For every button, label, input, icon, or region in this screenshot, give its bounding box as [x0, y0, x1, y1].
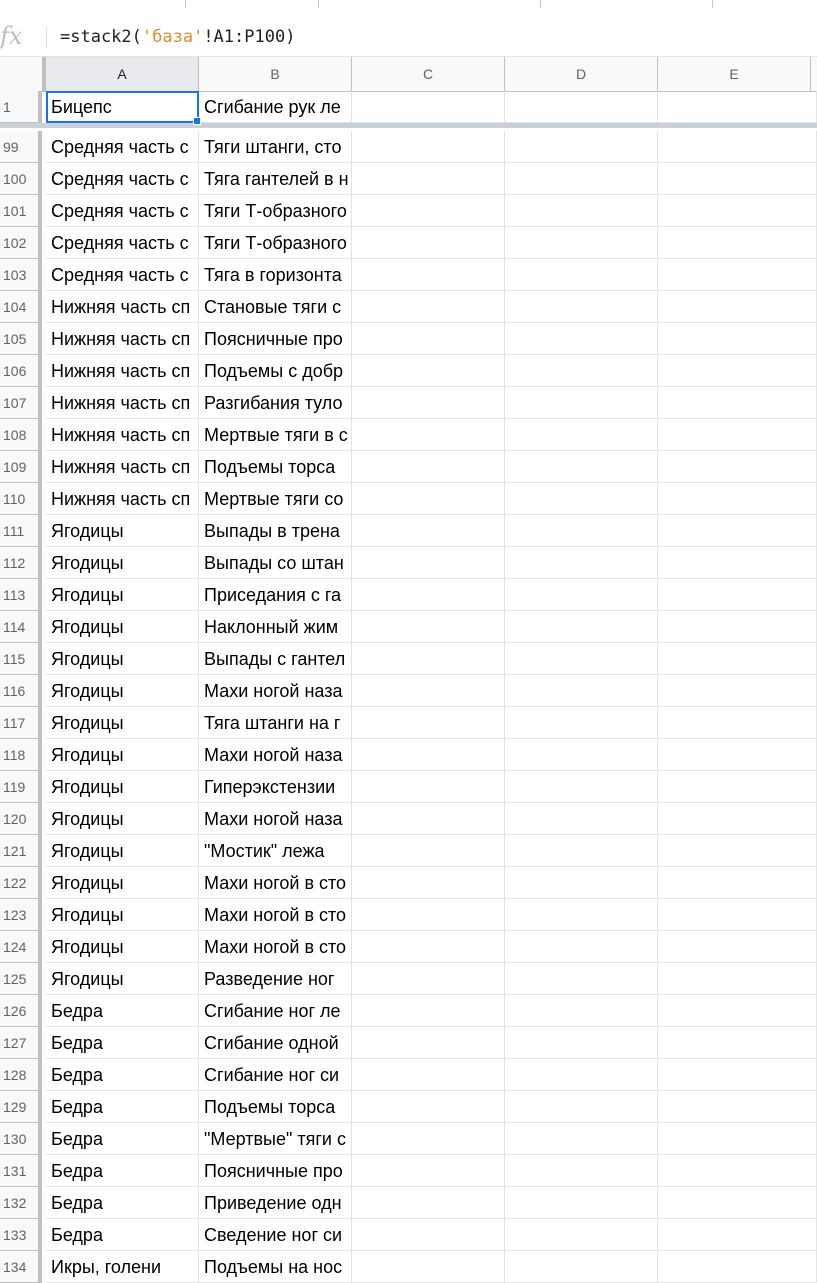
cell-c[interactable] [352, 1155, 505, 1187]
cell-d[interactable] [505, 579, 658, 611]
cell-d[interactable] [505, 291, 658, 323]
row-number[interactable]: 117 [0, 707, 42, 739]
cell-b[interactable]: Мертвые тяги в с [199, 419, 352, 451]
cell-a[interactable]: Ягодицы [46, 515, 199, 547]
cell-c[interactable] [352, 1091, 505, 1123]
formula-string-arg: 'база' [141, 27, 204, 47]
table-row [0, 547, 817, 579]
cell-d[interactable] [505, 675, 658, 707]
table-row [0, 387, 817, 419]
cell-e[interactable] [658, 515, 817, 547]
row-number[interactable]: 128 [0, 1059, 42, 1091]
cell-a[interactable]: Бедра [46, 1091, 199, 1123]
cell-c[interactable] [352, 515, 505, 547]
cell-b[interactable]: Махи ногой в сто [199, 867, 352, 899]
cell-a[interactable]: Нижняя часть сп [46, 355, 199, 387]
column-header-a[interactable]: A [46, 57, 199, 91]
cell-d[interactable] [505, 1155, 658, 1187]
cell-d[interactable] [505, 643, 658, 675]
cell-a[interactable]: Средняя часть с [46, 227, 199, 259]
table-row [0, 131, 817, 163]
cell-d[interactable] [505, 995, 658, 1027]
cell-e[interactable] [658, 355, 817, 387]
cell-d[interactable] [505, 1187, 658, 1219]
cell-e[interactable] [658, 611, 817, 643]
cell-c[interactable] [352, 1187, 505, 1219]
row-number[interactable]: 105 [0, 323, 42, 355]
cell-a[interactable]: Нижняя часть сп [46, 323, 199, 355]
toolbar-strip [0, 0, 817, 18]
row-number[interactable]: 127 [0, 1027, 42, 1059]
frozen-rows-divider[interactable] [0, 123, 817, 128]
cell-b[interactable]: Мертвые тяги со [199, 483, 352, 515]
column-header-c[interactable]: C [352, 57, 505, 91]
table-row [0, 707, 817, 739]
table-row [0, 259, 817, 291]
column-header-e[interactable]: E [658, 57, 811, 91]
table-row [0, 899, 817, 931]
row-number[interactable]: 110 [0, 483, 42, 515]
cell-c[interactable] [352, 227, 505, 259]
cell-d[interactable] [505, 91, 658, 123]
cell-d[interactable] [505, 323, 658, 355]
cell-a[interactable]: Ягодицы [46, 739, 199, 771]
cell-b[interactable]: "Мертвые" тяги с [199, 1123, 352, 1155]
cell-a[interactable]: Средняя часть с [46, 163, 199, 195]
cell-d[interactable] [505, 1027, 658, 1059]
cell-a[interactable]: Нижняя часть сп [46, 451, 199, 483]
table-row [0, 1027, 817, 1059]
cell-b[interactable]: Сгибание ног си [199, 1059, 352, 1091]
cell-e[interactable] [658, 195, 817, 227]
table-row [0, 1091, 817, 1123]
cell-c[interactable] [352, 867, 505, 899]
row-number[interactable]: 125 [0, 963, 42, 995]
cell-d[interactable] [505, 227, 658, 259]
cell-e[interactable] [658, 899, 817, 931]
cell-e[interactable] [658, 835, 817, 867]
cell-a[interactable]: Бедра [46, 1187, 199, 1219]
cell-b[interactable]: Разведение ног [199, 963, 352, 995]
cell-b[interactable]: Подъемы торса [199, 451, 352, 483]
row-number[interactable]: 108 [0, 419, 42, 451]
row-number[interactable]: 104 [0, 291, 42, 323]
cell-d[interactable] [505, 483, 658, 515]
cell-c[interactable] [352, 131, 505, 163]
table-row [0, 1155, 817, 1187]
cell-d[interactable] [505, 515, 658, 547]
cell-b[interactable]: Тяги Т-образного [199, 227, 352, 259]
cell-a[interactable]: Ягодицы [46, 643, 199, 675]
cell-a[interactable]: Средняя часть с [46, 259, 199, 291]
cell-e[interactable] [658, 995, 817, 1027]
cell-b[interactable]: Махи ногой в сто [199, 931, 352, 963]
cell-e[interactable] [658, 323, 817, 355]
cell-a[interactable]: Бедра [46, 1059, 199, 1091]
cell-c[interactable] [352, 1251, 505, 1283]
cell-c[interactable] [352, 675, 505, 707]
cell-e[interactable] [658, 771, 817, 803]
table-row [0, 1123, 817, 1155]
cell-c[interactable] [352, 611, 505, 643]
cell-e[interactable] [658, 1059, 817, 1091]
cell-d[interactable] [505, 835, 658, 867]
cell-b[interactable]: Махи ногой в сто [199, 899, 352, 931]
row-number[interactable]: 106 [0, 355, 42, 387]
row-number[interactable]: 100 [0, 163, 42, 195]
table-row [0, 579, 817, 611]
toolbar-divider [540, 0, 541, 8]
cell-c[interactable] [352, 835, 505, 867]
cell-c[interactable] [352, 579, 505, 611]
cell-e[interactable] [658, 259, 817, 291]
cell-b[interactable]: Тяга гантелей в н [199, 163, 352, 195]
table-row [0, 963, 817, 995]
cell-c[interactable] [352, 739, 505, 771]
table-row [0, 803, 817, 835]
cell-b[interactable]: Тяги штанги, сто [199, 131, 352, 163]
cell-d[interactable] [505, 611, 658, 643]
cell-c[interactable] [352, 419, 505, 451]
row-number[interactable]: 131 [0, 1155, 42, 1187]
cell-a[interactable]: Ягодицы [46, 931, 199, 963]
cell-c[interactable] [352, 259, 505, 291]
cell-b[interactable]: Махи ногой наза [199, 675, 352, 707]
cell-b[interactable]: Разгибания туло [199, 387, 352, 419]
cell-d[interactable] [505, 1059, 658, 1091]
table-row [0, 163, 817, 195]
cell-a[interactable]: Ягодицы [46, 899, 199, 931]
cell-d[interactable] [505, 931, 658, 963]
row-number[interactable]: 107 [0, 387, 42, 419]
row-number[interactable]: 133 [0, 1219, 42, 1251]
toolbar-divider [318, 0, 319, 8]
cell-c[interactable] [352, 707, 505, 739]
row-number[interactable]: 126 [0, 995, 42, 1027]
table-row [0, 643, 817, 675]
formula-bar-divider [46, 26, 47, 48]
cell-d[interactable] [505, 131, 658, 163]
column-header-bar [0, 57, 817, 92]
cell-e[interactable] [658, 707, 817, 739]
cell-e[interactable] [658, 291, 817, 323]
cell-d[interactable] [505, 803, 658, 835]
table-row [0, 611, 817, 643]
table-row [0, 867, 817, 899]
cell-e[interactable] [658, 419, 817, 451]
table-row [0, 291, 817, 323]
cell-d[interactable] [505, 899, 658, 931]
cell-c[interactable] [352, 995, 505, 1027]
column-header-d[interactable]: D [505, 57, 658, 91]
cell-c[interactable] [352, 1027, 505, 1059]
cell-a[interactable]: Ягодицы [46, 835, 199, 867]
table-row [0, 419, 817, 451]
formula-bar [0, 18, 817, 57]
cell-e[interactable] [658, 163, 817, 195]
cell-a[interactable]: Бицепс [46, 91, 199, 123]
table-row [0, 739, 817, 771]
cell-d[interactable] [505, 195, 658, 227]
cell-e[interactable] [658, 803, 817, 835]
formula-prefix: =stack2( [60, 27, 142, 47]
cell-b[interactable]: Выпады со штан [199, 547, 352, 579]
formula-suffix: !A1:P100) [203, 27, 296, 47]
table-row [0, 195, 817, 227]
cell-c[interactable] [352, 1123, 505, 1155]
cell-a[interactable]: Бедра [46, 1123, 199, 1155]
row-number[interactable]: 122 [0, 867, 42, 899]
table-row [0, 1219, 817, 1251]
cell-d[interactable] [505, 1123, 658, 1155]
row-number[interactable]: 130 [0, 1123, 42, 1155]
cell-e[interactable] [658, 1027, 817, 1059]
cell-d[interactable] [505, 1219, 658, 1251]
table-row [0, 835, 817, 867]
table-row [0, 355, 817, 387]
cell-e[interactable] [658, 387, 817, 419]
cell-a[interactable]: Ягодицы [46, 771, 199, 803]
cell-d[interactable] [505, 1251, 658, 1283]
cell-b[interactable]: Приведение одн [199, 1187, 352, 1219]
cell-c[interactable] [352, 931, 505, 963]
cell-b[interactable]: Сгибание одной [199, 1027, 352, 1059]
row-number[interactable]: 109 [0, 451, 42, 483]
table-row [0, 1059, 817, 1091]
row-number[interactable]: 119 [0, 771, 42, 803]
cell-e[interactable] [658, 1251, 817, 1283]
cell-e[interactable] [658, 963, 817, 995]
row-number[interactable]: 114 [0, 611, 42, 643]
cell-b[interactable]: Наклонный жим [199, 611, 352, 643]
cell-a[interactable]: Бедра [46, 1027, 199, 1059]
cell-a[interactable]: Бедра [46, 1155, 199, 1187]
cell-b[interactable]: Сгибание рук ле [199, 91, 352, 123]
cell-a[interactable]: Ягодицы [46, 707, 199, 739]
cell-b[interactable]: Выпады в трена [199, 515, 352, 547]
cell-b[interactable]: Выпады с гантел [199, 643, 352, 675]
row-number[interactable]: 99 [0, 131, 42, 163]
table-row [0, 227, 817, 259]
cell-d[interactable] [505, 771, 658, 803]
cell-c[interactable] [352, 1219, 505, 1251]
cell-c[interactable] [352, 291, 505, 323]
table-row [0, 323, 817, 355]
select-all-corner[interactable] [0, 57, 46, 91]
cell-b[interactable]: Махи ногой наза [199, 739, 352, 771]
cell-c[interactable] [352, 195, 505, 227]
cell-d[interactable] [505, 867, 658, 899]
cell-b[interactable]: Гиперэкстензии [199, 771, 352, 803]
cell-d[interactable] [505, 547, 658, 579]
row-number[interactable]: 132 [0, 1187, 42, 1219]
row-number[interactable]: 113 [0, 579, 42, 611]
cell-c[interactable] [352, 451, 505, 483]
cell-e[interactable] [658, 739, 817, 771]
cell-d[interactable] [505, 387, 658, 419]
fx-icon: fx [0, 22, 23, 50]
row-number[interactable]: 111 [0, 515, 42, 547]
cell-e[interactable] [658, 579, 817, 611]
cell-b[interactable]: Подъемы торса [199, 1091, 352, 1123]
cell-e[interactable] [658, 867, 817, 899]
cell-e[interactable] [658, 643, 817, 675]
cell-d[interactable] [505, 163, 658, 195]
cell-a[interactable]: Ягодицы [46, 547, 199, 579]
cell-b[interactable]: Подъемы на нос [199, 1251, 352, 1283]
cell-c[interactable] [352, 91, 505, 123]
table-row [0, 515, 817, 547]
cell-d[interactable] [505, 451, 658, 483]
table-row [0, 1187, 817, 1219]
cell-c[interactable] [352, 963, 505, 995]
cell-a[interactable]: Ягодицы [46, 963, 199, 995]
cell-b[interactable]: Сгибание ног ле [199, 995, 352, 1027]
row-number[interactable]: 101 [0, 195, 42, 227]
cell-c[interactable] [352, 803, 505, 835]
cell-e[interactable] [658, 1155, 817, 1187]
cell-a[interactable]: Ягодицы [46, 675, 199, 707]
cell-e[interactable] [658, 91, 817, 123]
cell-a[interactable]: Средняя часть с [46, 131, 199, 163]
cell-c[interactable] [352, 1059, 505, 1091]
cell-a[interactable]: Икры, голени [46, 1251, 199, 1283]
cell-e[interactable] [658, 451, 817, 483]
table-row [0, 451, 817, 483]
table-row [0, 931, 817, 963]
cell-c[interactable] [352, 387, 505, 419]
cell-d[interactable] [505, 419, 658, 451]
cell-e[interactable] [658, 1091, 817, 1123]
cell-b[interactable]: Становые тяги с [199, 291, 352, 323]
cell-b[interactable]: Подъемы с добр [199, 355, 352, 387]
row-number[interactable]: 123 [0, 899, 42, 931]
cell-a[interactable]: Бедра [46, 995, 199, 1027]
cell-d[interactable] [505, 259, 658, 291]
cell-a[interactable]: Нижняя часть сп [46, 483, 199, 515]
row-number[interactable]: 134 [0, 1251, 42, 1283]
cell-a[interactable]: Ягодицы [46, 867, 199, 899]
cell-d[interactable] [505, 355, 658, 387]
toolbar-divider [712, 0, 713, 8]
cell-e[interactable] [658, 931, 817, 963]
cell-e[interactable] [658, 1123, 817, 1155]
cell-b[interactable]: Тяга штанги на г [199, 707, 352, 739]
cell-e[interactable] [658, 1187, 817, 1219]
cell-b[interactable]: Поясничные про [199, 323, 352, 355]
cell-c[interactable] [352, 483, 505, 515]
toolbar-divider [185, 0, 186, 8]
cell-a[interactable]: Нижняя часть сп [46, 387, 199, 419]
cell-a[interactable]: Бедра [46, 1219, 199, 1251]
cell-c[interactable] [352, 899, 505, 931]
cell-a[interactable]: Ягодицы [46, 803, 199, 835]
cell-a[interactable]: Нижняя часть сп [46, 419, 199, 451]
table-row [0, 1251, 817, 1283]
formula-input[interactable] [60, 27, 295, 47]
cell-e[interactable] [658, 675, 817, 707]
frozen-row [0, 91, 817, 123]
row-number[interactable]: 116 [0, 675, 42, 707]
cell-c[interactable] [352, 547, 505, 579]
cell-c[interactable] [352, 355, 505, 387]
cell-a[interactable]: Нижняя часть сп [46, 291, 199, 323]
cell-c[interactable] [352, 643, 505, 675]
table-row [0, 771, 817, 803]
cell-b[interactable]: Приседания с га [199, 579, 352, 611]
cell-a[interactable]: Ягодицы [46, 579, 199, 611]
cell-a[interactable]: Ягодицы [46, 611, 199, 643]
cell-e[interactable] [658, 1219, 817, 1251]
row-number[interactable]: 124 [0, 931, 42, 963]
table-row [0, 995, 817, 1027]
cell-d[interactable] [505, 963, 658, 995]
column-header-b[interactable]: B [199, 57, 352, 91]
row-number[interactable]: 103 [0, 259, 42, 291]
cell-a[interactable]: Средняя часть с [46, 195, 199, 227]
cell-e[interactable] [658, 483, 817, 515]
table-row [0, 675, 817, 707]
cell-b[interactable]: Махи ногой наза [199, 803, 352, 835]
cell-b[interactable]: Поясничные про [199, 1155, 352, 1187]
cell-e[interactable] [658, 227, 817, 259]
cell-b[interactable]: Сведение ног си [199, 1219, 352, 1251]
row-number[interactable]: 1 [0, 91, 42, 123]
cell-d[interactable] [505, 739, 658, 771]
cell-e[interactable] [658, 547, 817, 579]
row-number[interactable]: 115 [0, 643, 42, 675]
cell-c[interactable] [352, 771, 505, 803]
cell-c[interactable] [352, 323, 505, 355]
row-number[interactable]: 120 [0, 803, 42, 835]
row-number[interactable]: 129 [0, 1091, 42, 1123]
cell-d[interactable] [505, 707, 658, 739]
cell-b[interactable]: Тяги Т-образного [199, 195, 352, 227]
cell-b[interactable]: Тяга в горизонта [199, 259, 352, 291]
row-number[interactable]: 102 [0, 227, 42, 259]
row-number[interactable]: 112 [0, 547, 42, 579]
row-number[interactable]: 121 [0, 835, 42, 867]
table-row [0, 483, 817, 515]
cell-d[interactable] [505, 1091, 658, 1123]
cell-e[interactable] [658, 131, 817, 163]
cell-b[interactable]: "Мостик" лежа [199, 835, 352, 867]
cell-c[interactable] [352, 163, 505, 195]
row-number[interactable]: 118 [0, 739, 42, 771]
